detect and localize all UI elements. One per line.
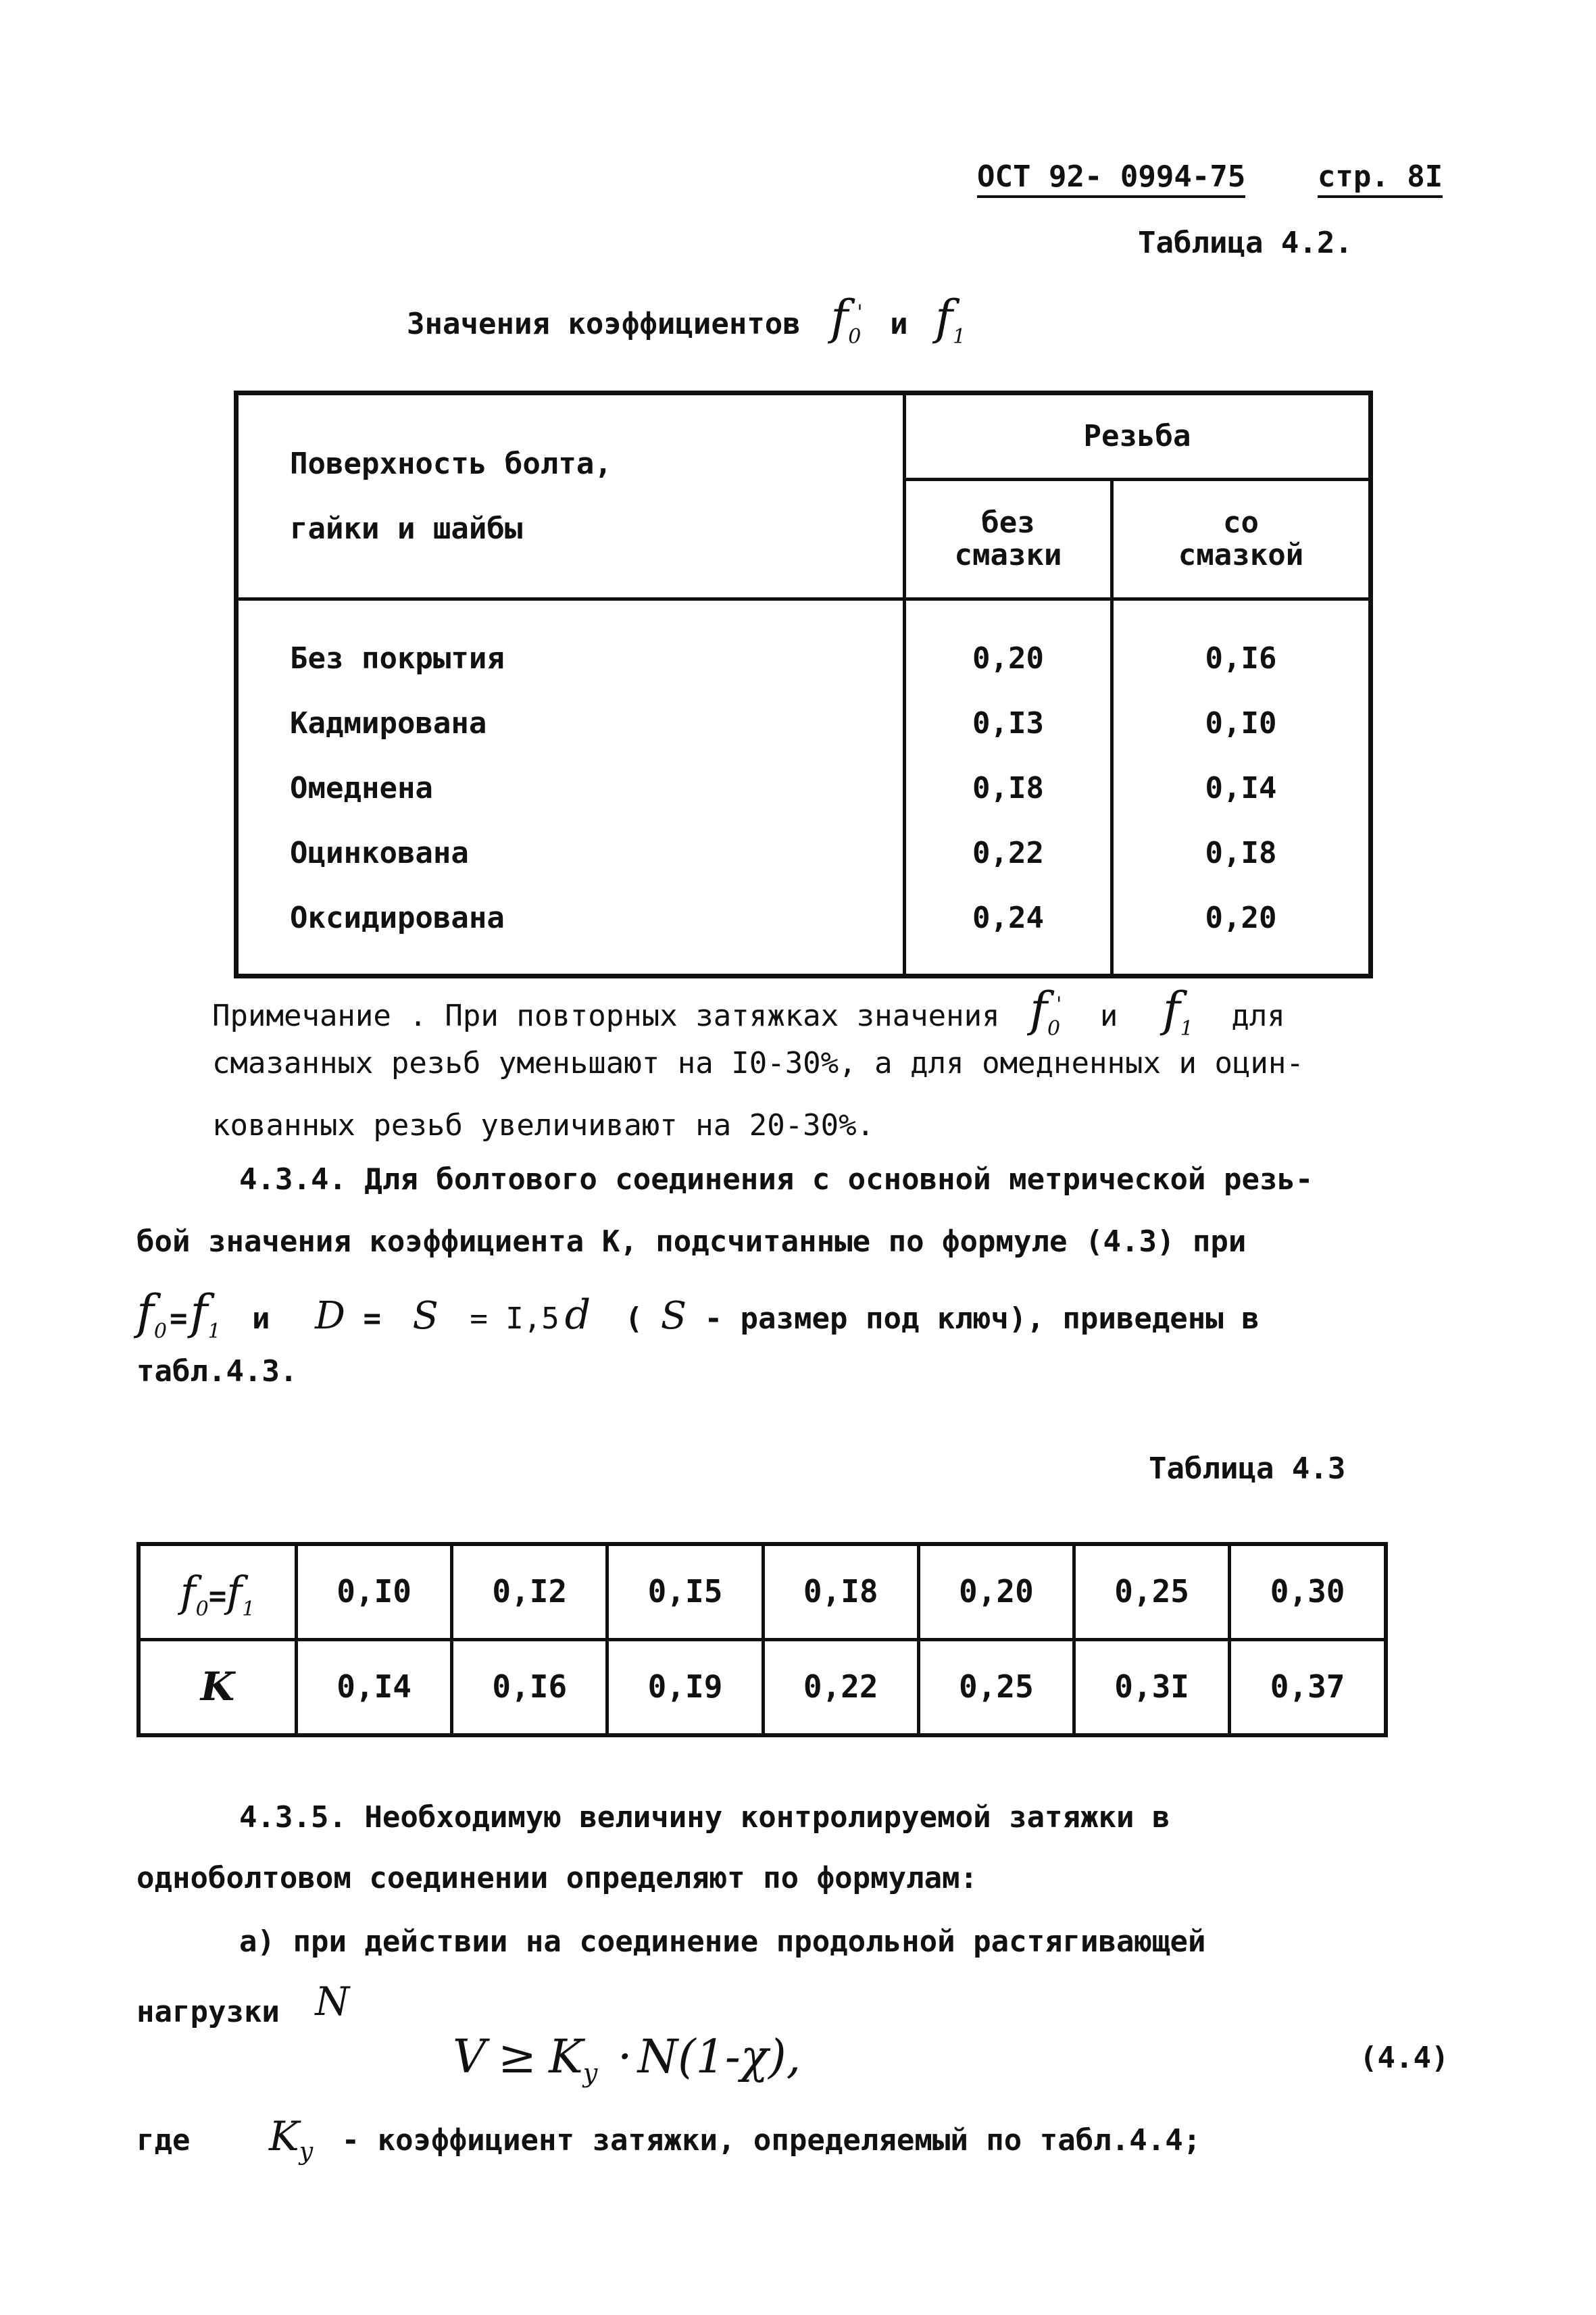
note-line-3: кованных резьб увеличивают на 20-30%. [212,1108,875,1143]
symbol-N: N [315,1978,350,2024]
symbol-S: S [660,1294,687,1338]
label-f0-eq-f1 [139,1544,297,1640]
symbol-f0-prime: $f_0'$ [1030,982,1062,1041]
caption-text: Значения коэффициентов [407,307,801,341]
document-code [977,159,1443,195]
header-no-lube-line1: без [981,505,1035,540]
header-lube [1112,480,1371,599]
symbol-f1: $f_1$ [190,1285,221,1343]
table-4-3-label: Таблица 4.3 [1149,1451,1346,1486]
load-text: нагрузки [136,1995,280,2029]
table-row: Оксидирована [290,901,505,935]
eq-tail: - размер под ключ), приведены в [704,1301,1260,1336]
where-text: - коэффициент затяжки, определяемый по табл.4.4; [341,2123,1201,2158]
table-cell: 0,25 [1074,1544,1230,1640]
symbol-f0: $f_0$ [180,1566,209,1621]
header-thread: Резьба [905,393,1371,480]
table-cell: 0,I0 [1205,706,1277,741]
formula-k: K [549,2031,583,2084]
table-4-2-caption [407,289,966,349]
table-cell: 0,I8 [972,771,1044,805]
no-lube-column [905,599,1112,976]
table-4-3 [136,1542,1388,1737]
eq-sign: = [363,1301,381,1336]
table-cell: 0,24 [972,901,1044,935]
para-434-line-4: табл.4.3. [136,1354,298,1389]
symbol-S: S [412,1294,439,1338]
para-434-equation-line [136,1284,1260,1341]
note-for: для [1231,999,1285,1033]
para-434-line-1: 4.3.4. Для болтового соединения с основной метрической резь- [239,1162,1314,1197]
symbol-D: D [315,1294,345,1338]
standard-number: ОСТ 92- 0994-75 [977,159,1245,198]
table-cell: 0,I6 [452,1640,607,1736]
lube-column [1112,599,1371,976]
para-435-line-3: а) при действии на соединение продольной растягивающей [239,1924,1206,1959]
eq-sign: = [170,1301,188,1336]
table-cell: 0,20 [972,641,1044,676]
table-4-2-label: Таблица 4.2. [1138,226,1353,260]
note-line-2: смазанных резьб уменьшают на I0-30%, а для омедненных и оцин- [212,1046,1304,1080]
formula-4-4 [453,2030,801,2088]
table-row: Омеднена [290,771,433,805]
symbol-d: d [564,1291,591,1339]
formula-lhs: V [453,2031,487,2084]
table-cell: 0,I4 [1205,771,1277,805]
table-cell: 0,I4 [297,1640,452,1736]
table-cell: 0,I2 [452,1544,607,1640]
table-cell: 0,I0 [297,1544,452,1640]
table-cell: 0,30 [1230,1544,1386,1640]
table-cell: 0,22 [972,836,1044,870]
para-435-line-2: одноболтовом соединении определяют по формулам: [136,1861,978,1895]
page-number: стр. 8I [1318,159,1443,198]
header-surface-line1: Поверхность болта, [290,446,612,481]
formula-rest: N(1-χ), [637,2031,801,2084]
eq-paren: ( [624,1301,643,1336]
table-cell: 0,I5 [607,1544,763,1640]
para-435-line-1: 4.3.5. Необходимую величину контролируемой затяжки в [239,1800,1170,1835]
table-cell: 0,20 [918,1544,1074,1640]
symbol-f0-prime: $f_0'$ [830,290,863,349]
table-cell: 0,25 [918,1640,1074,1736]
table-cell: 0,20 [1205,901,1277,935]
formula-geq: ≥ [498,2031,537,2084]
header-lube-line2: смазкой [1178,538,1304,572]
caption-and: и [890,307,908,341]
header-lube-line1: со [1223,505,1259,540]
note-line-1 [212,981,1285,1041]
para-435-line-4 [136,1978,350,2033]
symbol-f0: $f_0$ [136,1285,168,1343]
table-cell: 0,I6 [1205,641,1277,676]
formula-k-sub: y [582,2058,598,2088]
table-row: Без покрытия [290,641,505,676]
surface-column [236,599,905,976]
header-surface-line2: гайки и шайбы [290,511,523,546]
symbol-f1: $f_1$ [1162,982,1193,1041]
symbol-f1: $f_1$ [935,290,966,349]
table-cell: 0,I8 [763,1544,918,1640]
symbol-ky: $K_y$ [268,2113,314,2166]
table-cell: 0,3I [1074,1640,1230,1736]
header-no-lube [905,480,1112,599]
table-4-2 [234,391,1373,978]
label-k: K [139,1640,297,1736]
eq-and: и [252,1301,270,1336]
note-and: и [1099,999,1118,1033]
table-cell: 0,22 [763,1640,918,1736]
table-cell: 0,37 [1230,1640,1386,1736]
symbol-f1: $f_1$ [226,1566,255,1621]
formula-number: (4.4) [1360,2041,1449,2075]
formula-dot: · [618,2031,632,2084]
where-prefix: где [136,2123,191,2158]
para-434-line-2: бой значения коэффициента К, подсчитанные по формуле (4.3) при [136,1224,1247,1259]
table-row: Кадмирована [290,706,487,741]
table-row [139,1640,1386,1736]
table-row [139,1544,1386,1640]
table-row: Оцинкована [290,836,469,870]
table-cell: 0,I8 [1205,836,1277,870]
note-prefix: Примечание . При повторных затяжках значения [212,999,1000,1033]
where-line [136,2112,1201,2166]
table-cell: 0,I9 [607,1640,763,1736]
eq-value: = I,5 [470,1301,559,1336]
header-no-lube-line2: смазки [954,538,1062,572]
header-surface [236,393,905,599]
eq-sign: = [208,1578,227,1614]
table-cell: 0,I3 [972,706,1044,741]
